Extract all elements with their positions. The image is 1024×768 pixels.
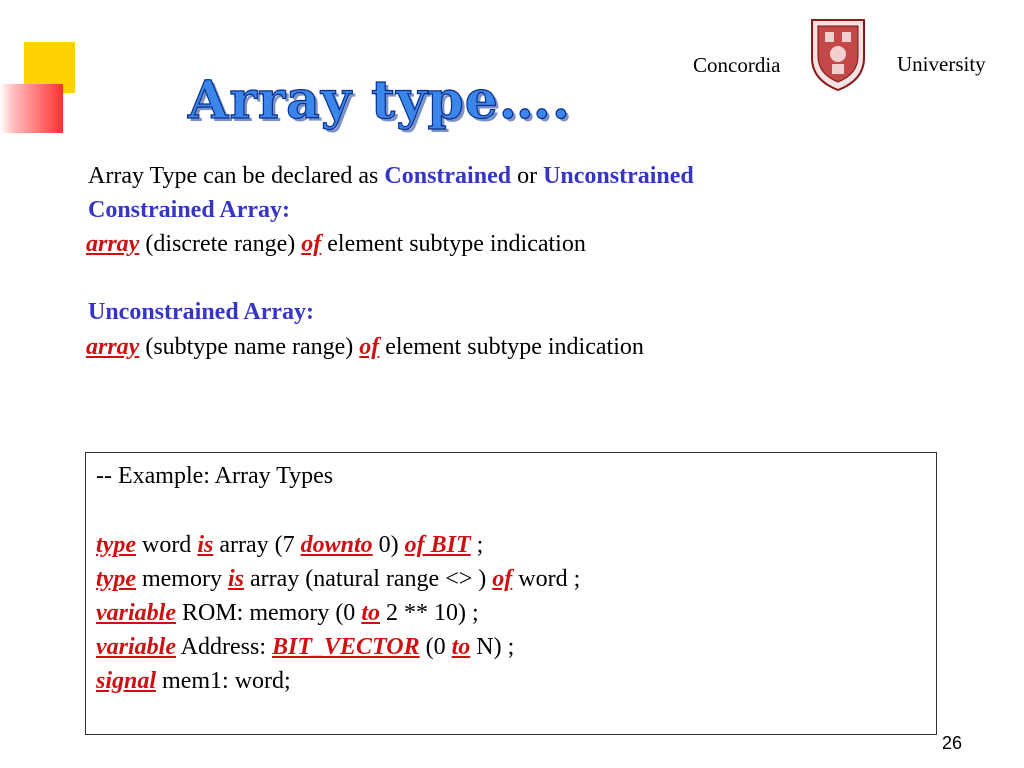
syntax-text: element subtype indication [379, 334, 644, 360]
code-line-3 [96, 600, 479, 627]
keyword-of-bit: of BIT [404, 532, 471, 558]
keyword-array: array [86, 334, 140, 360]
keyword-bit-vector: BIT_VECTOR [271, 634, 420, 660]
keyword-is: is [197, 532, 214, 558]
keyword-is: is [227, 566, 244, 592]
unconstrained-term: Unconstrained [543, 163, 694, 189]
code-example-box [85, 452, 937, 735]
code-text: 0) [372, 532, 405, 558]
intro-text: Array Type can be declared as [88, 163, 385, 189]
code-text: ; [470, 532, 484, 558]
keyword-type: type [96, 532, 136, 558]
constrained-syntax-line [86, 231, 586, 258]
code-text: array (7 [213, 532, 301, 558]
code-text: word [135, 532, 198, 558]
intro-line [88, 163, 694, 190]
keyword-downto: downto [300, 532, 373, 558]
keyword-to: to [451, 634, 471, 660]
or-text: or [511, 163, 544, 189]
code-text: word ; [512, 566, 581, 592]
page-number: 26 [942, 733, 963, 753]
keyword-to: to [361, 600, 380, 626]
syntax-text: (subtype name range) [139, 334, 360, 360]
syntax-text: (discrete range) [139, 231, 302, 257]
code-line-5 [96, 668, 291, 695]
code-text: mem1: word; [156, 668, 291, 694]
code-line-4 [96, 634, 514, 661]
code-line-1 [96, 532, 483, 559]
keyword-array: array [86, 231, 140, 257]
institution-name-right: University [897, 52, 986, 76]
code-text: 2 ** 10) ; [379, 600, 479, 626]
keyword-variable: variable [96, 600, 176, 626]
keyword-of: of [301, 231, 322, 257]
institution-name-left: Concordia [693, 53, 781, 77]
decorative-red-gradient-bar [0, 84, 63, 133]
unconstrained-syntax-line [86, 334, 644, 361]
code-text: ROM: memory (0 [175, 600, 362, 626]
code-text: Address: [175, 634, 272, 660]
constrained-heading: Constrained Array: [88, 197, 290, 223]
keyword-variable: variable [96, 634, 176, 660]
code-text: array (natural range <> ) [243, 566, 493, 592]
keyword-of: of [359, 334, 380, 360]
keyword-type: type [96, 566, 136, 592]
code-text: memory [135, 566, 228, 592]
code-text: (0 [419, 634, 452, 660]
keyword-signal: signal [96, 668, 157, 694]
code-line-2 [96, 566, 580, 593]
syntax-text: element subtype indication [321, 231, 586, 257]
unconstrained-heading: Unconstrained Array: [88, 299, 314, 325]
slide-title: Array type…. [188, 70, 571, 131]
constrained-term: Constrained [384, 163, 512, 189]
code-comment: -- Example: Array Types [96, 463, 334, 489]
university-crest-icon [808, 14, 868, 92]
code-text: N) ; [470, 634, 515, 660]
keyword-of: of [492, 566, 513, 592]
